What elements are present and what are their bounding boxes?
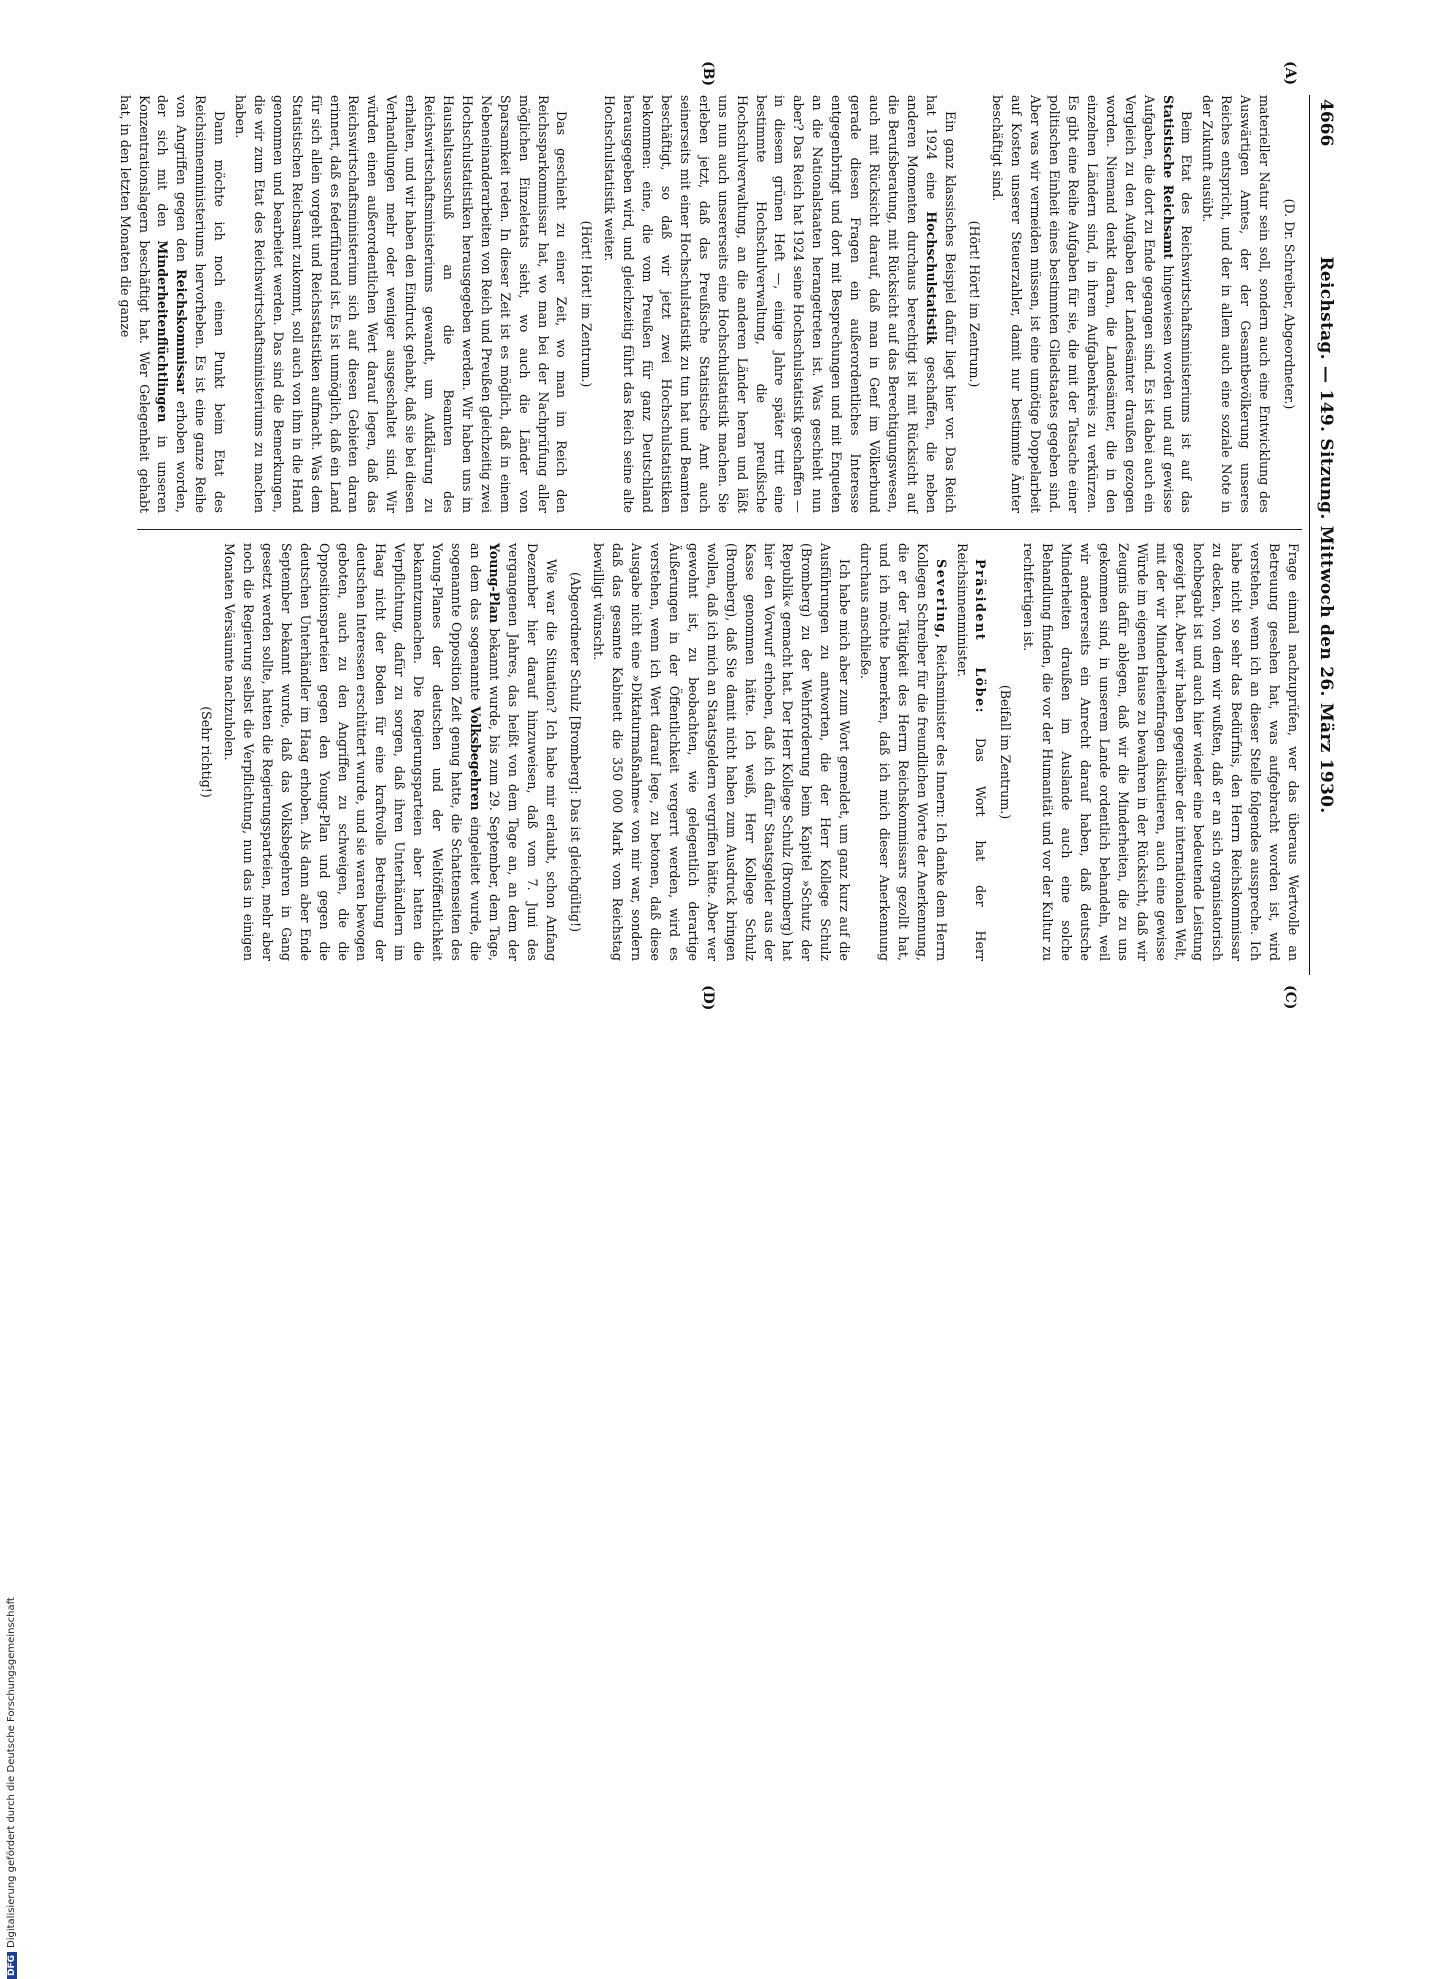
dfg-logo-icon: DFG [7, 1952, 17, 1979]
rotated-document-page [117, 61, 1338, 1011]
page-title: Reichstag. — 149. Sitzung. Mittwoch den 26. März 1930. [1316, 256, 1336, 814]
text-run: Beim Etat des Reichswirtschaftsministeriums ist auf das [1179, 111, 1195, 513]
interjection: (Hört! Hört! im Zentrum.) [579, 220, 595, 388]
funding-note [6, 979, 22, 1979]
text-run: Das Wort hat der Herr Reichsinnenminister. [954, 543, 989, 961]
text-run: hingewiesen worden und auf gewisse Aufgaben, die dort zu Ende gegangen sind. Es ist dabei auch ein Vergleich zu den Aufgaben der Landesämter draußen gezogen worden. Niemand denkt daran, die Landesämter, die in den einzelnen Ländern sind, in ihrem Aufgabenkreis zu verkürzen. Es gibt eine Reihe Aufgaben für sie, die mit der Tatsache einer politischen Einheit eines bestimmten Gliedstaates gegeben sind. Aber was wir vermeiden müssen, ist eine unnötige Doppelarbeit auf Kosten unserer Steuerzahler, damit nur bestimmte Ämter beschäftigt sind. [990, 95, 1176, 513]
emphasis-text: Statistische Reichsamt [1160, 95, 1176, 260]
margin-mark-a: (A) [1282, 61, 1298, 86]
paragraph [855, 543, 950, 961]
paragraph: materieller Natur sein soll, sondern auch eine Entwicklung des Auswärtigen Amtes, der der Gesamtbevölkerung unseres Reiches entspricht, und der in allem auch eine soziale Note in der Zukunft ausübt. [1200, 95, 1273, 513]
left-column [117, 95, 1302, 514]
speaker-name: Severing, [933, 559, 949, 640]
page-header [1309, 95, 1338, 975]
emphasis-text: Minderheitenflüchtlingen [155, 240, 171, 423]
paragraph [219, 543, 559, 961]
paragraph [952, 543, 990, 961]
margin-mark-b: (B) [700, 61, 716, 87]
margin-mark-d: (D) [700, 985, 716, 1011]
interjection: (Hört! Hört! im Zentrum.) [967, 220, 983, 388]
speaker-tag: (D. Dr. Schreiber, Abgeordneter.) [1282, 198, 1297, 410]
text-run: geschaffen, die neben anderen Momenten durchaus berechtigt ist mit Rücksicht auf die Berufsberatung, mit Rücksicht auf das Berechtigungswesen, auch mit Rücksicht darauf, daß man in Genf im Völkerbund gerade diesen Fragen ein außerordentliches Interesse entgegenbringt und dort mit Besprechungen und mit Enqueten an die Nationalstaaten herangetreten ist. Was geschieht nun aber? Das Reich hat 1924 seine Hochschulstatistik geschaffen — in diesem grünen Heft —, einige Jahre später tritt eine bestimmte Hochschulverwaltung, die preußische Hochschulverwaltung, an die anderen Länder heran und läßt uns nun auch unsererseits eine Hochschulstatistik machen. Sie erleben jetzt, daß das Preußische Statistische Amt auch seinerseits mit einer Hochschulstatistik zu tun hat und Beamten beschäftigt, so daß wir jetzt zwei Hochschulstatistiken bekommen: eine, die vom Preußen für ganz Deutschland herausgegeben wird, und gleichzeitig führt das Reich seine alte Hochschulstatistik weiter. [602, 95, 939, 513]
speaker-name: Präsident Löbe: [973, 559, 989, 714]
text-run: in unseren Konzentrationslagern beschäftigt hat. Wer Gelegenheit gehabt hat, in den letzten Monaten die ganze [117, 95, 171, 514]
margin-mark-c: (C) [1282, 985, 1298, 1010]
interjection: (Abgeordneter Schulz [Bromberg]: Das ist gleichgültig!) [568, 571, 584, 933]
paragraph [988, 95, 1196, 513]
text-run: Ein ganz klassisches Beispiel dafür liegt hier vor. Das Reich hat 1924 eine [923, 95, 958, 513]
emphasis-text: Volksbegehren [467, 706, 483, 811]
paragraph: Ich habe mich aber zum Wort gemeldet, um ganz kurz auf die Ausführungen zu antworten, die der Herr Kollege Schulz (Bromberg) zu der Wehrforderung beim Kapitel »Schutz der Republik« gemacht hat. Der Herr Kollege Schulz (Bromberg) hat hier den Vorwurf erhoben, daß ich dafür Staatsgelder aus der Kasse genommen hätte. Ich weiß, Herr Kollege Schulz (Bromberg), daß Sie damit nicht haben zum Ausdruck bringen wollen, daß ich mich an Staatsgeldern vergriffen hätte. Aber wer gewohnt ist, zu beobachten, wie gelegentlich derartige Äußerungen in der Öffentlichkeit vergerrt werden, wird es verstehen, wenn ich Wert darauf lege, zu betonen, daß diese Ausgabe nicht eine »Diktaturmaßnahme« von mir war, sondern daß das gesamte Kabinett die 350 000 Mark vom Reichstag bewilligt wünscht. [591, 543, 853, 961]
interjection: (Sehr richtig!) [199, 706, 215, 798]
column-divider [137, 529, 1302, 530]
emphasis-text: Hochschulstatistik [923, 211, 939, 345]
page-number: 4666 [1316, 99, 1336, 147]
text-run: Wie war die Situation? Ich habe mir erlaubt, schon Anfang Dezember hier darauf hinzuweisen, daß vom 7. Juni des vergangenen Jahres, das heißt von dem Tage an, an dem der [505, 543, 559, 961]
text-run: bekannt wurde, bis zum 29. September, dem Tage, an dem das sogenannte [467, 543, 502, 961]
text-run: Dann möchte ich noch einen Punkt beim Etat des Reichsinnenministeriums hervorheben. Es ist eine ganze Reihe von Angriffen gegen den [174, 95, 228, 513]
interjection: (Beifall im Zentrum.) [998, 684, 1014, 820]
emphasis-text: Young-Plan [486, 543, 502, 624]
text-run: eingeleitet wurde, die sogenannte Opposition Zeit genug hatte, die Schattenseiten des Young-Planes der deutschen und der Weltöffentlichkeit bekanntzumachen. Die Regierungsparteien aber hatten die Verpflichtung, dafür zu sorgen, daß ihren Unterhändlern im Haag nicht der Boden für eine kraftvolle Betreibung der deutschen Interessen erschüttert wurde, und sie waren bewogen geboten, auch zu den Angriffen zu schweigen, die die Oppositionsparteien gegen den Young-Plan und gegen die deutschen Unterhändler im Haag erhoben. Als dann aber Ende September bekannt wurde, daß das Volksbegehren in Gang gesetzt werden sollte, hatten die Regierungsparteien, mehr aber noch die Regierung selbst die Verpflichtung, nun das in einigen Monaten Versäumte nachzuholen. [222, 543, 483, 961]
emphasis-text: Reichskommissar [174, 269, 190, 394]
paragraph: Das geschieht zu einer Zeit, wo man im Reich den Reichssparkommissar hat, wo man bei der Nachprüfung aller möglichen Einzeletats sieht, wo auch die Länder von Sparsamkeit reden. In dieser Zeit ist es möglich, daß in einem Nebeneinanderarbeiten von Reich und Preußen gleichzeitig zwei Hochschulstatistiken herausgegeben werden. Wir haben uns im Haushaltsausschuß an die Beamten des Reichswirtschaftsministeriums gewandt, um Aufklärung zu erhalten, und wir haben den Eindruck gehabt, daß sie bei diesen Verhandlungen mehr oder weniger ausgeschaltet sind. Wir würden einen außerordentlichen Wert darauf legen, daß das Reichswirtschaftsministerium sich auf diesen Gebieten daran erinnert, daß es federführend ist. Es ist unmöglich, daß ein Land für sich allein vorgeht und Reichsstatistiken aufmacht. Was dem Statistischen Reichsamt zukommt, soll auch von ihm in die Hand genommen und bearbeitet werden. Das sind die Bemerkungen, die wir zum Etat des Reichswirtschaftsministeriums zu machen haben. [233, 95, 570, 513]
text-run: erhoben worden, der sich mit den [155, 95, 190, 514]
funding-text: Digitalisierung gefördert durch die Deutsche Forschungsgemeinschaft [6, 1597, 17, 1948]
paragraph [599, 95, 958, 513]
text-run: Reichsminister des Innern: Ich danke dem Herrn Kollegen Schreiber für die freundlichen Worte der Anerkennung, die er der Tätigkeit des Herrn Reichskommissars gezollt hat, und ich möchte bemerken, daß ich mich dieser Anerkennung durchaus anschließe. [858, 543, 949, 961]
paragraph [115, 95, 228, 513]
right-column [132, 543, 1302, 961]
paragraph: Frage einmal nachzuprüfen, wer das überaus Wertvolle an Betreuung gesehen hat, was aufgebracht worden ist, wird verstehen, wenn ich an dieser Stelle folgendes ausspreche. Ich habe nicht so sehr das Bedürfnis, den Herrn Reichskommissar zu decken, von dem wir wußten, daß er an sich organisatorisch hochbegabt ist und auch hier wieder eine bedeutende Leistung gezeigt hat. Aber wir haben gegenüber der internationalen Welt, mit der wir Minderheitenfragen diskutieren, auch eine gewisse Würde im eigenen Hause zu bewahren in der Rücksicht, daß wir Zeugnis dafür ablegen, daß wir die Minderheiten, die zu uns gekommen sind, in unserem Lande ordentlich behandeln, weil wir andererseits ein Anrecht darauf haben, daß deutsche Minderheiten draußen im Auslande auch eine solche Behandlung finden, die vor der Humanität und vor der Kultur zu rechtfertigen ist. [1021, 543, 1301, 961]
